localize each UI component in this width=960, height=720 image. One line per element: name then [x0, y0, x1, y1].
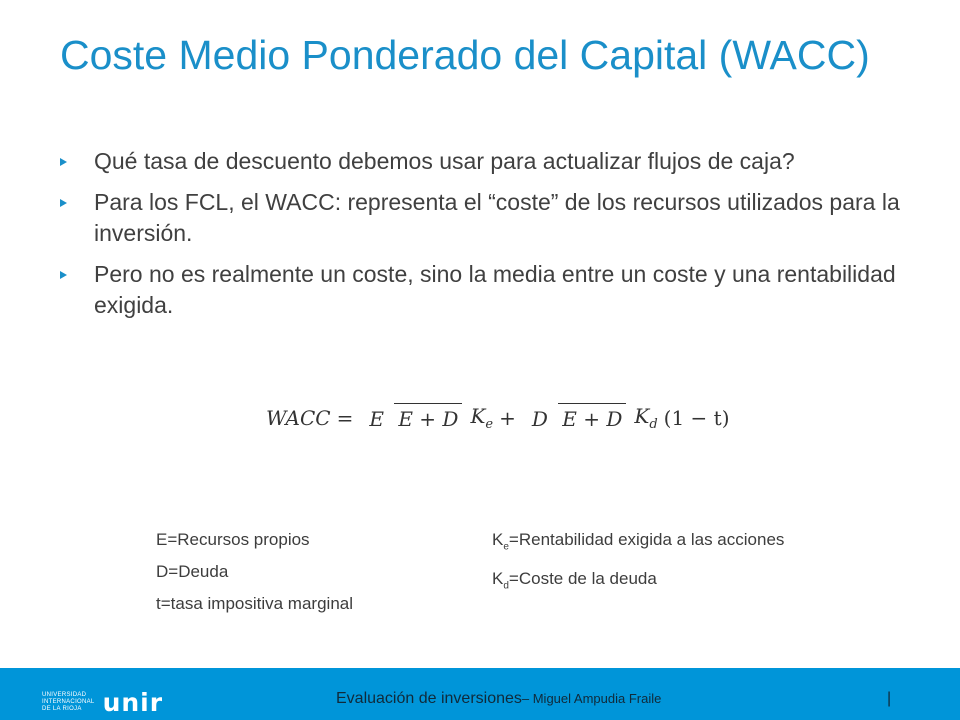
kd-symbol: K [634, 404, 650, 428]
definitions-left [156, 524, 353, 620]
footer-course-title [336, 690, 661, 708]
bullet-item [60, 259, 900, 321]
footer-separator: | [887, 690, 892, 707]
formula-fraction-debt [528, 403, 627, 434]
bullet-arrow-icon [60, 199, 67, 207]
definition-debt: D=Deuda [156, 562, 229, 581]
formula-plus: + [499, 406, 516, 430]
formula-tax-term: (1 − t) [663, 406, 730, 430]
kd-symbol: K [492, 569, 504, 589]
fraction-numerator: E [369, 406, 384, 431]
definition-ke [492, 524, 784, 563]
fraction-denominator: E + D [558, 403, 626, 431]
bullet-text: Para los FCL, el WACC: representa el “coste” de los recursos utilizados para la inversión. [94, 189, 900, 246]
kd-subscript: d [503, 580, 509, 592]
ke-subscript: e [503, 541, 509, 553]
unir-logo [42, 688, 163, 717]
ke-symbol: K [492, 530, 504, 549]
logo-university-name: UNIVERSIDAD INTERNACIONAL DE LA RIOJA [42, 692, 95, 712]
fraction-numerator: D [531, 406, 548, 431]
bullet-text: Pero no es realmente un coste, sino la media entre un coste y una rentabilidad exigida. [94, 261, 896, 318]
ke-symbol: K [470, 404, 486, 428]
formula-equals: = [336, 406, 354, 430]
author-name: – Miguel Ampudia Fraile [521, 691, 662, 706]
course-name: Evaluación de inversiones [336, 690, 522, 707]
formula-lhs: WACC [266, 406, 331, 430]
ke-subscript: e [485, 417, 494, 432]
definition-equity: E=Recursos propios [156, 530, 310, 549]
bullet-list [60, 146, 900, 331]
kd-subscript: d [649, 417, 658, 432]
formula-kd [634, 404, 657, 432]
definitions-right [492, 524, 784, 603]
formula-ke [470, 404, 493, 432]
wacc-formula [266, 382, 730, 454]
bullet-arrow-icon [60, 271, 67, 279]
bullet-item [60, 146, 900, 177]
bullet-item [60, 187, 900, 249]
kd-definition-text: =Coste de la deuda [508, 569, 657, 589]
footer-bar [0, 668, 960, 720]
definition-kd [492, 563, 784, 602]
ke-definition-text: =Rentabilidad exigida a las acciones [508, 530, 785, 549]
logo-wordmark: unir [102, 688, 164, 717]
slide-title: Coste Medio Ponderado del Capital (WACC) [60, 32, 870, 78]
fraction-denominator: E + D [394, 403, 462, 431]
formula-fraction-equity [365, 403, 462, 434]
bullet-text: Qué tasa de descuento debemos usar para actualizar flujos de caja? [94, 148, 795, 174]
bullet-arrow-icon [60, 158, 67, 166]
definition-tax: t=tasa impositiva marginal [156, 594, 354, 613]
